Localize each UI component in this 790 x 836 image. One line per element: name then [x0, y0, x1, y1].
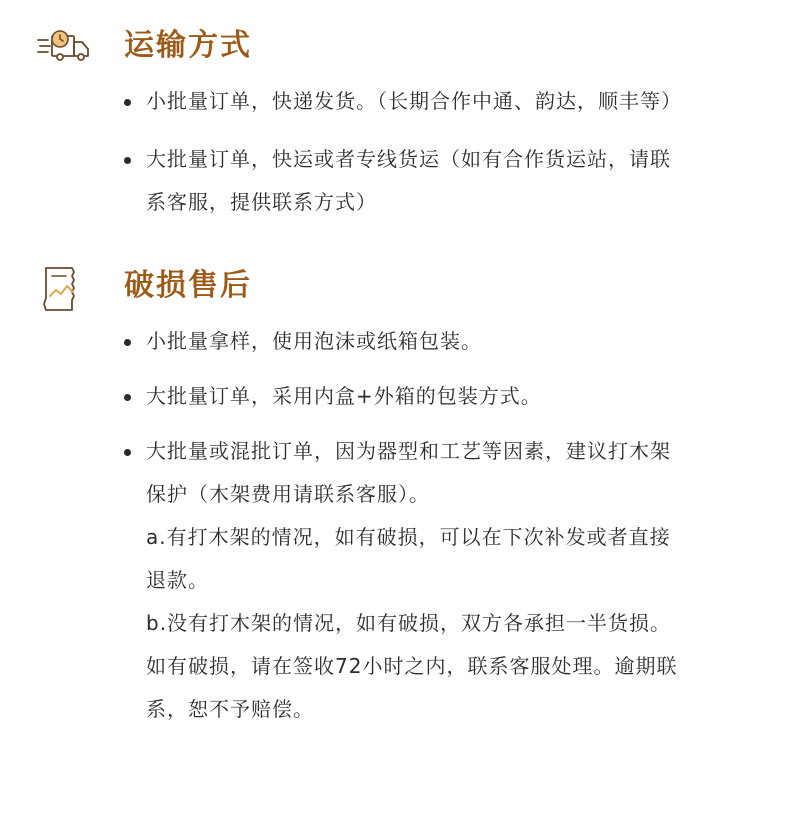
list-item-text: 小批量拿样，使用泡沫或纸箱包装。 [146, 329, 482, 353]
shipping-title: 运输方式 [124, 28, 252, 63]
damage-title: 破损售后 [124, 268, 252, 303]
list-item-text: 大批量订单，快运或者专线货运（如有合作货运站，请联 [146, 147, 671, 171]
list-item [0, 80, 790, 123]
list-item-text: a.有打木架的情况，如有破损，可以在下次补发或者直接 [146, 525, 671, 549]
shipping-header [0, 22, 790, 72]
shipping-section [0, 22, 790, 224]
delivery-truck-icon [36, 26, 92, 66]
list-item [0, 430, 790, 731]
damage-list [0, 320, 790, 731]
list-item-text: 大批量订单，采用内盒+外箱的包装方式。 [146, 384, 542, 408]
list-item-text: 系，恕不予赔偿。 [146, 697, 314, 721]
bullet-icon [124, 99, 131, 106]
list-item [0, 320, 790, 363]
list-item-text: 系客服，提供联系方式） [146, 190, 377, 214]
shipping-list [0, 80, 790, 224]
list-item-text: 退款。 [146, 568, 209, 592]
list-item-text: b.没有打木架的情况，如有破损，双方各承担一半货损。 [146, 611, 672, 635]
bullet-icon [124, 449, 131, 456]
bullet-icon [124, 339, 131, 346]
bullet-icon [124, 157, 131, 164]
list-item [0, 375, 790, 418]
bullet-icon [124, 394, 131, 401]
list-item-text: 小批量订单，快递发货。（长期合作中通、韵达，顺丰等） [146, 89, 682, 113]
list-item-text: 大批量或混批订单，因为器型和工艺等因素，建议打木架 [146, 439, 671, 463]
damage-section [0, 262, 790, 731]
list-item [0, 138, 790, 224]
list-item-text: 保护（木架费用请联系客服）。 [146, 482, 430, 506]
damaged-paper-icon [42, 262, 82, 314]
list-item-text: 如有破损，请在签收72小时之内，联系客服处理。逾期联 [146, 654, 678, 678]
damage-header [0, 262, 790, 312]
